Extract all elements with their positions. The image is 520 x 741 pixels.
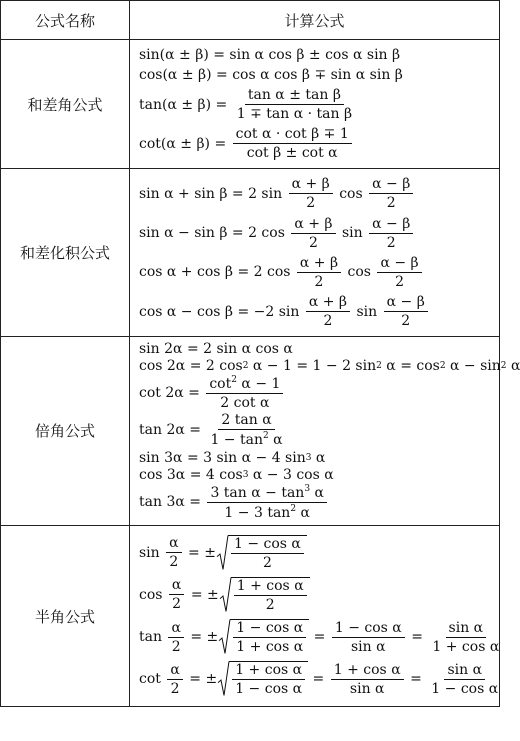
header-name: 公式名称 — [1, 1, 130, 40]
square-root — [218, 661, 308, 697]
fraction-numerator: α − β — [384, 294, 428, 312]
fraction-denominator — [221, 503, 313, 521]
denominator-text: α — [296, 504, 310, 521]
fraction-numerator: α + β — [291, 216, 335, 234]
formula-text: sin α + sin β = 2 sin — [139, 185, 287, 202]
fraction-denominator: 2 — [308, 234, 318, 251]
section-name: 半角公式 — [1, 525, 130, 707]
fraction-denominator: 1 − cos α — [235, 681, 303, 698]
formula-text: sin — [337, 225, 368, 242]
exponent: 2 — [262, 431, 269, 442]
formula-text: cos 2α = 2 cos — [139, 358, 243, 375]
section-row — [1, 337, 500, 526]
fraction — [297, 255, 341, 290]
fraction — [207, 412, 285, 448]
fraction-numerator: α − β — [369, 176, 413, 194]
formula-text: cos α + cos β = 2 cos — [139, 264, 295, 281]
formula-text: cos — [139, 586, 167, 603]
formula-line — [139, 47, 499, 63]
fraction-numerator: 1 + cos α — [234, 578, 307, 596]
formula-text: = — [308, 671, 329, 688]
fraction-numerator: cot α · cot β ∓ 1 — [233, 126, 352, 144]
fraction-denominator — [207, 430, 285, 448]
numerator-text: α — [310, 484, 324, 501]
formula-line — [139, 87, 499, 122]
formula-line — [139, 619, 499, 655]
fraction-numerator: α — [168, 620, 183, 638]
formula-cell — [130, 525, 500, 707]
fraction — [369, 176, 413, 211]
numerator-text: 3 tan α − tan — [210, 484, 305, 501]
fraction-denominator: cot β ± cot α — [246, 145, 338, 162]
square-root — [217, 535, 307, 571]
fraction — [232, 662, 305, 697]
header-row — [1, 1, 500, 40]
fraction-denominator: 2 — [323, 313, 333, 330]
radicand — [230, 619, 309, 655]
fraction — [207, 484, 327, 521]
formula-cell — [130, 337, 520, 526]
formula-text: α — [506, 358, 520, 375]
radical-sign-icon — [217, 535, 228, 571]
fraction — [234, 578, 307, 613]
fraction — [332, 620, 405, 655]
square-root — [219, 619, 309, 655]
fraction — [206, 375, 283, 411]
fraction-denominator: 2 — [262, 554, 272, 571]
fraction-denominator: 2 — [170, 680, 180, 697]
formula-text: tan 3α = — [139, 494, 206, 511]
fraction-denominator: 1 + cos α — [432, 638, 500, 655]
formula-text: sin — [352, 303, 382, 320]
section-row — [1, 40, 500, 169]
exponent: 2 — [242, 361, 249, 372]
fraction-denominator: 2 — [265, 596, 275, 613]
radical-sign-icon — [219, 619, 230, 655]
section-row — [1, 525, 500, 707]
fraction — [369, 216, 413, 251]
section-name: 和差角公式 — [1, 40, 130, 169]
fraction-numerator: α — [169, 577, 184, 595]
formula-line — [139, 67, 499, 83]
fraction-denominator: 2 — [386, 234, 396, 251]
exponent: 2 — [231, 375, 237, 386]
fraction-numerator: 1 + cos α — [331, 662, 404, 680]
exponent: 2 — [290, 503, 297, 514]
fraction — [233, 620, 306, 655]
formula-line — [139, 577, 499, 613]
fraction-denominator: 2 — [401, 313, 411, 330]
formula-text: = — [309, 629, 330, 646]
fraction — [428, 662, 501, 697]
formula-body — [1, 40, 520, 707]
fraction-numerator: α — [167, 662, 182, 680]
fraction — [306, 294, 350, 329]
formula-text: cos α − cos β = −2 sin — [139, 303, 304, 320]
formula-text: α — [311, 449, 326, 466]
exponent: 3 — [305, 452, 312, 463]
formula-text: tan 2α = — [139, 422, 206, 439]
fraction — [169, 577, 184, 612]
fraction-denominator: 2 — [172, 596, 182, 613]
fraction-denominator: 2 cot α — [220, 395, 270, 412]
exponent: 3 — [242, 469, 249, 480]
formula-line — [139, 467, 499, 483]
fraction — [377, 255, 421, 290]
formula-text: = ± — [185, 629, 219, 646]
formula-text: tan — [139, 629, 167, 646]
fraction-denominator: 2 — [169, 554, 179, 571]
fraction — [233, 126, 352, 161]
formula-text: cot 2α = — [139, 385, 205, 402]
square-root — [220, 577, 310, 613]
fraction-numerator: sin α — [444, 662, 485, 680]
formula-cell — [130, 169, 500, 337]
fraction-numerator: 1 − cos α — [231, 536, 304, 554]
formula-text: sin 2α = 2 sin α cos α — [139, 341, 293, 358]
formula-line — [139, 358, 520, 375]
exponent: 2 — [500, 361, 507, 372]
fraction — [429, 620, 502, 655]
denominator-text: 1 − 3 tan — [224, 504, 291, 521]
formula-text: cos — [343, 264, 376, 281]
formula-text: α − 1 = 1 − 2 sin — [248, 358, 377, 375]
exponent: 3 — [304, 483, 311, 494]
fraction-numerator: α + β — [297, 255, 341, 273]
formula-text: = ± — [183, 544, 216, 561]
fraction-denominator: 2 — [314, 273, 324, 290]
fraction-numerator: 2 tan α — [218, 412, 274, 430]
section-row — [1, 169, 500, 337]
fraction-numerator: α + β — [306, 294, 350, 312]
fraction-numerator: α + β — [289, 176, 333, 194]
formula-line — [139, 126, 499, 161]
fraction-numerator: 1 − cos α — [233, 620, 306, 638]
formula-text: α = cos — [381, 358, 440, 375]
fraction-numerator: 1 − cos α — [332, 620, 405, 638]
radical-sign-icon — [218, 661, 229, 697]
fraction-denominator: 1 − cos α — [431, 680, 499, 697]
formula-line — [139, 535, 499, 571]
fraction-denominator: 2 — [306, 195, 316, 212]
fraction-numerator: α − β — [377, 255, 421, 273]
formula-line — [139, 176, 499, 211]
fraction — [234, 87, 355, 122]
fraction — [384, 294, 428, 329]
formula-text: cos(α ± β) = cos α cos β ∓ sin α sin β — [139, 67, 403, 83]
fraction-numerator: 1 + cos α — [232, 662, 305, 680]
fraction-numerator: sin α — [446, 620, 487, 638]
formula-text: cot(α ± β) = — [139, 135, 231, 152]
fraction-numerator: α − β — [369, 216, 413, 234]
formula-text: α − 3 cos α — [248, 466, 334, 483]
fraction — [291, 216, 335, 251]
formula-text: cos 3α = 4 cos — [139, 466, 243, 483]
formula-text: sin(α ± β) = sin α cos β ± cos α sin β — [139, 47, 401, 63]
exponent: 2 — [439, 361, 446, 372]
formula-line — [139, 375, 499, 411]
header-formula: 计算公式 — [130, 1, 500, 40]
formula-text: sin 3α = 3 sin α − 4 sin — [139, 449, 306, 466]
formula-cell — [130, 40, 500, 169]
formula-line — [139, 412, 499, 448]
formula-text: = ± — [186, 586, 219, 603]
formula-line — [139, 661, 499, 697]
fraction-denominator: sin α — [351, 638, 386, 655]
fraction-denominator: 1 ∓ tan α · tan β — [236, 106, 353, 123]
fraction-denominator: 2 — [395, 273, 404, 290]
fraction-denominator: 2 — [171, 638, 181, 655]
denominator-text: 1 − tan — [210, 432, 263, 449]
formula-text: sin α − sin β = 2 cos — [139, 225, 290, 242]
section-name: 倍角公式 — [1, 337, 130, 526]
fraction-numerator — [207, 484, 327, 503]
radicand — [229, 661, 308, 697]
formula-text: = — [406, 629, 428, 646]
fraction-numerator — [206, 375, 283, 394]
exponent: 2 — [376, 361, 382, 372]
formula-line — [139, 450, 499, 466]
formula-text: = — [405, 671, 427, 688]
fraction — [166, 535, 181, 570]
fraction-numerator: α — [166, 535, 181, 553]
fraction — [331, 662, 404, 697]
fraction-denominator: 2 — [386, 195, 396, 212]
formula-text: cos — [334, 185, 368, 202]
fraction-denominator: 1 + cos α — [236, 639, 304, 656]
formula-text: sin — [139, 544, 165, 561]
fraction-denominator: sin α — [349, 680, 385, 697]
fraction — [231, 536, 304, 571]
fraction — [167, 662, 182, 697]
formula-line — [139, 341, 499, 357]
numerator-text: α − 1 — [236, 376, 281, 393]
radicand — [228, 535, 307, 571]
formula-line — [139, 294, 499, 329]
fraction — [289, 176, 333, 211]
radicand — [231, 577, 310, 613]
fraction — [168, 620, 183, 655]
section-name: 和差化积公式 — [1, 169, 130, 337]
formula-text: α − sin — [445, 358, 501, 375]
formula-line — [139, 484, 499, 521]
formula-text: = ± — [184, 671, 218, 688]
formula-text: cot — [139, 671, 166, 688]
formula-line — [139, 255, 499, 290]
formula-line — [139, 216, 499, 251]
numerator-text: cot — [209, 376, 232, 393]
formula-text: tan(α ± β) = — [139, 96, 232, 113]
denominator-text: α — [268, 432, 283, 449]
radical-sign-icon — [220, 577, 231, 613]
fraction-numerator: tan α ± tan β — [245, 87, 344, 105]
